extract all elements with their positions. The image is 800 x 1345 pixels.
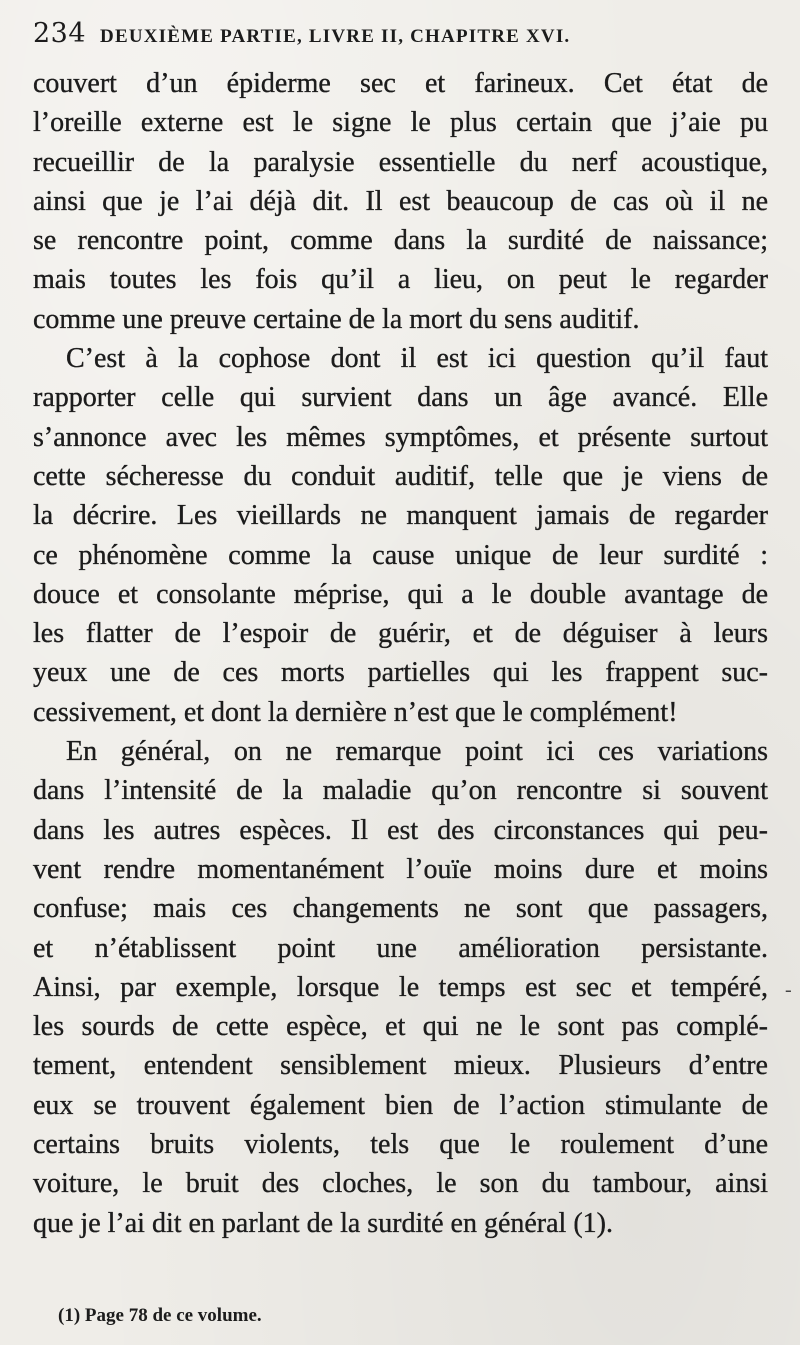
text-line: cessivement, et dont la dernière n’est que le complément! [33, 696, 678, 728]
text-line: que je l’ai dit en parlant de la surdité en général (1). [33, 1207, 613, 1239]
text-line: ce phénomène comme la cause unique de leur surdité : [33, 539, 768, 571]
text-line: tement, entendent sensiblement mieux. Plusieurs d’entre [33, 1050, 768, 1082]
text-line: eux se trouvent également bien de l’action stimulante de [33, 1089, 768, 1121]
paragraph-first-line: C’est à la cophose dont il est ici question qu’il faut [66, 343, 768, 375]
text-line: comme une preuve certaine de la mort du sens auditif. [33, 303, 640, 335]
running-header [33, 18, 773, 54]
text-line: couvert d’un épiderme sec et farineux. Cet état de [33, 68, 768, 99]
text-line: douce et consolante méprise, qui a le double avantage de [33, 578, 768, 610]
text-line: l’oreille externe est le signe le plus certain que j’aie pu [33, 107, 768, 139]
text-line: s’annonce avec les mêmes symptômes, et présente surtout [33, 421, 768, 453]
text-line: vent rendre momentanément l’ouïe moins dure et moins [33, 853, 768, 885]
text-line: se rencontre point, comme dans la surdité de naissance; [33, 225, 768, 257]
text-line: yeux une de ces morts partielles qui les frappent suc- [33, 657, 768, 689]
body-text [33, 64, 768, 1243]
text-line: cette sécheresse du conduit auditif, telle que je viens de [33, 460, 768, 492]
text-line: ainsi que je l’ai déjà dit. Il est beaucoup de cas où il ne [33, 185, 768, 217]
text-line: les flatter de l’espoir de guérir, et de déguiser à leurs [33, 618, 768, 650]
text-line: certains bruits violents, tels que le roulement d’une [33, 1129, 768, 1161]
text-line: la décrire. Les vieillards ne manquent jamais de regarder [33, 500, 768, 532]
text-line: dans les autres espèces. Il est des circonstances qui peu- [33, 814, 768, 846]
running-title: DEUXIÈME PARTIE, LIVRE II, CHAPITRE XVI. [100, 26, 571, 47]
text-line: recueillir de la paralysie essentielle du nerf acoustique, [33, 146, 768, 178]
text-line: rapporter celle qui survient dans un âge avancé. Elle [33, 382, 768, 414]
margin-mark: - [785, 979, 792, 1001]
text-line: Ainsi, par exemple, lorsque le temps est sec et tempéré, [33, 971, 768, 1003]
page-number: 234 [33, 18, 87, 49]
text-line: les sourds de cette espèce, et qui ne le sont pas complé- [33, 1011, 768, 1043]
text-line: mais toutes les fois qu’il a lieu, on peut le regarder [33, 264, 768, 296]
text-line: et n’établissent point une amélioration persistante. [33, 932, 768, 964]
text-line: confuse; mais ces changements ne sont que passagers, [33, 893, 768, 925]
text-line: voiture, le bruit des cloches, le son du tambour, ainsi [33, 1168, 768, 1200]
paragraph-first-line: En général, on ne remarque point ici ces variations [66, 736, 768, 768]
footnote: (1) Page 78 de ce volume. [58, 1305, 262, 1326]
text-line: dans l’intensité de la maladie qu’on rencontre si souvent [33, 775, 768, 807]
